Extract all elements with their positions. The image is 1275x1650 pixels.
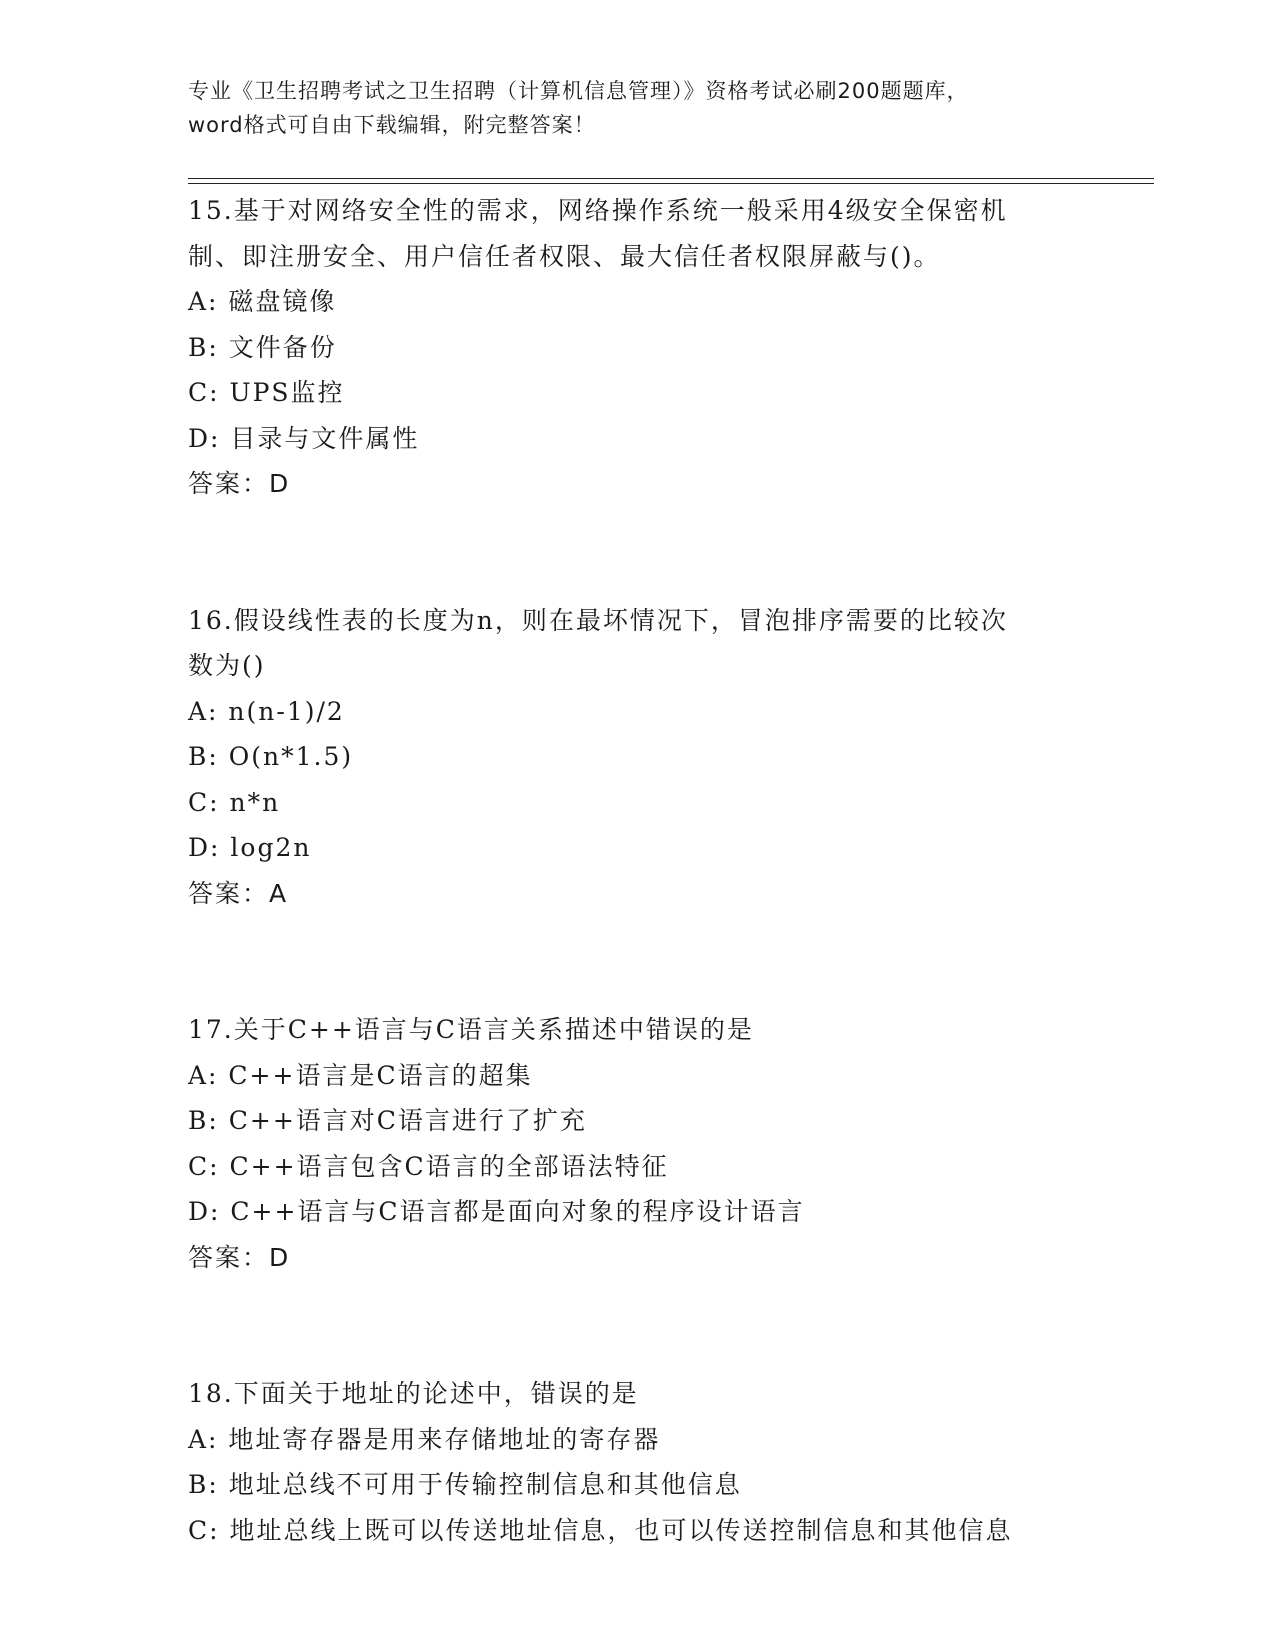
option-d: D: log2n [188,833,312,862]
question-spacer [188,1280,1168,1371]
question-stem: 制、即注册安全、用户信任者权限、最大信任者权限屏蔽与()。 [188,241,941,271]
option-b: B: 地址总线不可用于传输控制信息和其他信息 [188,1470,742,1499]
answer: 答案：D [188,469,291,498]
question-stem: 15.基于对网络安全性的需求，网络操作系统一般采用4级安全保密机 [188,196,1008,225]
question-stem: 18.下面关于地址的论述中，错误的是 [188,1379,639,1408]
option-c: C: C++语言包含C语言的全部语法特征 [188,1151,669,1181]
document-header [188,74,1088,142]
option-a: A: 地址寄存器是用来存储地址的寄存器 [188,1424,661,1454]
question-16 [188,598,1168,917]
option-d: D: C++语言与C语言都是面向对象的程序设计语言 [188,1197,805,1226]
question-spacer [188,916,1168,1007]
header-line-1: 专业《卫生招聘考试之卫生招聘（计算机信息管理）》资格考试必刷200题题库， [188,79,969,103]
option-c: C: 地址总线上既可以传送地址信息，也可以传送控制信息和其他信息 [188,1515,1013,1545]
answer: 答案：D [188,1242,291,1272]
option-b: B: C++语言对C语言进行了扩充 [188,1106,587,1135]
question-15 [188,188,1168,507]
option-a: A: C++语言是C语言的超集 [188,1060,533,1090]
option-d: D: 目录与文件属性 [188,423,420,453]
header-line-2: word格式可自由下载编辑，附完整答案！ [188,113,596,137]
question-stem: 16.假设线性表的长度为n，则在最坏情况下，冒泡排序需要的比较次 [188,605,1008,635]
question-stem: 17.关于C++语言与C语言关系描述中错误的是 [188,1015,754,1044]
header-divider-top [188,178,1154,179]
answer: 答案：A [188,878,289,908]
option-b: B: 文件备份 [188,332,337,362]
option-a: A: n(n-1)/2 [188,696,345,726]
question-18 [188,1371,1168,1553]
option-a: A: 磁盘镜像 [188,287,337,316]
option-b: B: O(n*1.5) [188,742,354,771]
question-17 [188,1007,1168,1280]
option-c: C: n*n [188,787,281,817]
question-list [188,188,1168,1553]
question-stem: 数为() [188,651,266,680]
option-c: C: UPS监控 [188,378,345,407]
question-spacer [188,507,1168,598]
header-divider-bottom [188,183,1154,184]
